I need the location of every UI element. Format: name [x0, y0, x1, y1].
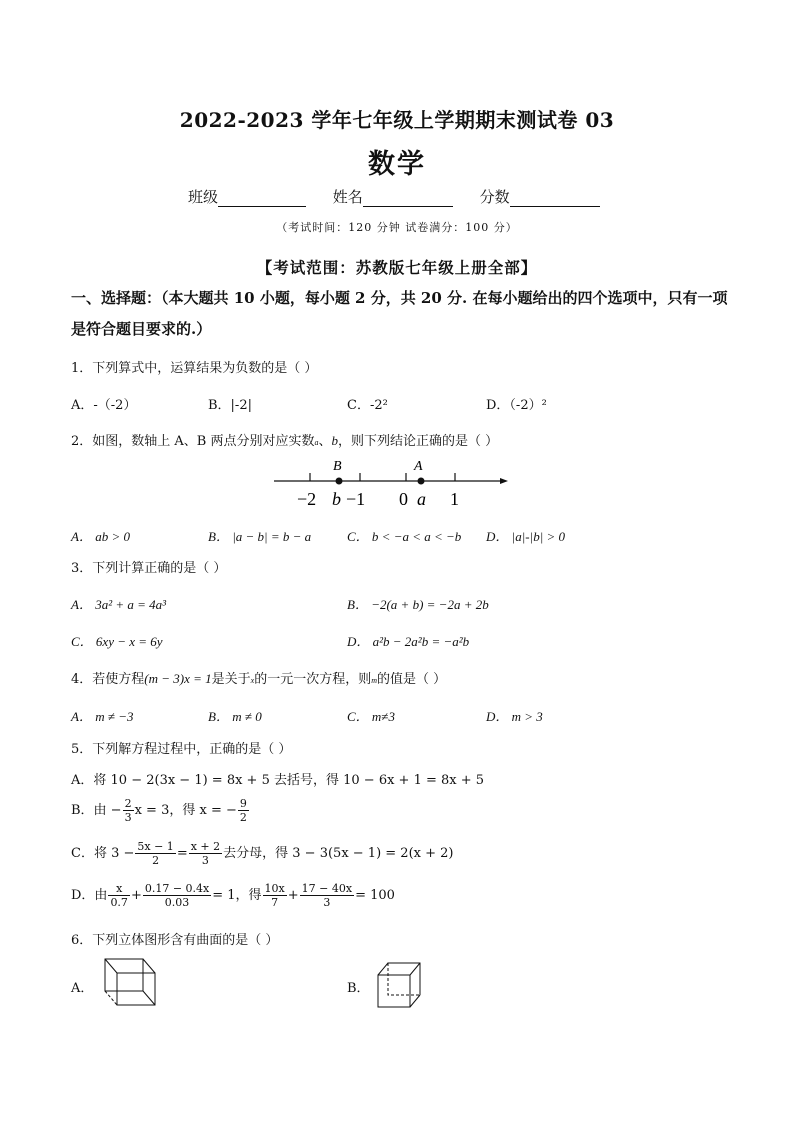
q4-equation: (m − 3)x = 1	[144, 671, 212, 686]
q5d-num-3: 10x	[264, 882, 285, 895]
axis-label-b: b	[332, 489, 341, 509]
q5b-den-1: 3	[124, 811, 132, 824]
q5d-den-3: 7	[271, 896, 279, 909]
cube-b-front-face	[378, 975, 410, 1007]
q5b-num-1: 2	[124, 797, 132, 810]
q2-option-a: A． ab > 0	[71, 529, 130, 544]
q5c-fraction-2	[189, 840, 222, 867]
exam-scope: 【考试范围：苏教版七年级上册全部】	[256, 258, 538, 277]
q5b-fraction-1	[123, 797, 134, 824]
question-1-stem: 1．下列算式中，运算结果为负数的是（ ）	[71, 361, 318, 376]
score-field-blank	[510, 192, 600, 207]
q1-option-b: B．|-2|	[208, 398, 252, 413]
q5c-before: C．将 3 −	[71, 846, 135, 861]
q5d-plus: +	[130, 888, 142, 903]
q5b-num-2: 9	[239, 797, 247, 810]
question-3-stem: 3．下列计算正确的是（ ）	[71, 561, 227, 576]
point-b-label: B	[333, 459, 342, 474]
q6-option-b-cube-figure	[376, 961, 424, 1009]
q6-option-a-cube-figure	[103, 957, 159, 1009]
name-field	[333, 186, 453, 207]
cube-b-back-face	[388, 963, 420, 995]
axis-label-a: a	[417, 489, 426, 509]
q2-stem-before: 2．如图，数轴上 A、B 两点分别对应实数	[71, 434, 315, 449]
q5-option-c	[71, 840, 453, 867]
q5b-den-2: 2	[239, 811, 247, 824]
q2-option-b: B． |a − b| = b − a	[208, 529, 312, 544]
q4-option-b: B． m ≠ 0	[208, 709, 262, 724]
axis-label-0: 0	[399, 489, 408, 509]
q5-option-a: A．将 10 − 2(3x − 1) = 8x + 5 去括号，得 10 − 6x + 1 = 8x + 5	[71, 773, 485, 788]
name-field-label: 姓名	[332, 188, 363, 206]
axis-label-1: 1	[450, 489, 459, 509]
q5c-eq: =	[176, 846, 188, 861]
q4-stem-after: 的值是（ ）	[377, 672, 447, 687]
q4-option-a: A． m ≠ −3	[71, 709, 134, 724]
score-field	[480, 186, 600, 207]
question-2-stem	[71, 430, 498, 449]
q5c-num-2: x + 2	[190, 840, 221, 853]
q3-option-a: A． 3a² + a = 4a³	[71, 597, 167, 612]
class-field	[188, 186, 306, 207]
class-field-label: 班级	[188, 188, 219, 206]
q5d-den-2: 0.03	[164, 896, 190, 909]
class-field-blank	[218, 192, 306, 207]
q5c-fraction-1	[135, 840, 175, 867]
q4-option-c: C． m≠3	[347, 709, 395, 724]
q5d-after: = 100	[355, 888, 395, 903]
q3-option-c: C． 6xy − x = 6y	[71, 634, 163, 649]
q5d-fraction-3	[263, 882, 287, 909]
q2-option-d: D． |a|-|b| > 0	[486, 529, 566, 544]
question-6-stem: 6．下列立体图形含有曲面的是（ ）	[71, 933, 279, 948]
question-5-stem: 5．下列解方程过程中，正确的是（ ）	[71, 742, 292, 757]
score-field-label: 分数	[479, 188, 510, 206]
axis-label-neg1: −1	[346, 489, 366, 509]
number-line-figure	[268, 455, 514, 513]
subject-title: 数学	[368, 149, 426, 180]
exam-info: （考试时间：120 分钟 试卷满分：100 分）	[276, 221, 518, 234]
q5d-num-2: 0.17 − 0.4x	[144, 882, 210, 895]
cube-a-back-face	[105, 959, 143, 991]
exam-title: 2022-2023 学年七年级上学期期末测试卷 03	[179, 108, 615, 132]
q5d-fraction-2	[143, 882, 211, 909]
point-b-dot	[336, 478, 343, 485]
q5d-den-1: 0.7	[110, 896, 128, 909]
q5d-fraction-1	[108, 882, 130, 909]
q5d-mid: = 1，得	[212, 888, 262, 903]
q2-stem-after: ，则下列结论正确的是（ ）	[338, 434, 499, 449]
q2-option-c: C． b < −a < a < −b	[347, 529, 462, 544]
section-heading: 一、选择题：（本大题共 10 小题，每小题 2 分，共 20 分. 在每小题给出的四个选项中，只有一项是符合题目要求的.）	[71, 289, 728, 338]
q1-option-c: C．-2²	[347, 398, 388, 413]
axis-label-neg2: −2	[297, 489, 317, 509]
q5-option-b	[71, 797, 250, 824]
q5d-num-1: x	[108, 882, 130, 896]
name-field-blank	[363, 192, 453, 207]
q1-option-d: D．（-2）²	[486, 398, 547, 413]
point-a-label: A	[414, 459, 423, 474]
q4-var-m: m	[371, 676, 378, 685]
q5d-before: D．由	[71, 888, 108, 903]
q6-option-a-label: A．	[71, 981, 94, 996]
q5d-fraction-4	[300, 882, 354, 909]
q2-var-a: a	[314, 438, 319, 447]
q3-option-d: D． a²b − 2a²b = −a²b	[347, 634, 470, 649]
number-line-arrow	[500, 478, 508, 484]
q5b-fraction-2	[238, 797, 249, 824]
q4-option-d: D． m > 3	[486, 709, 543, 724]
q6-option-b-label: B．	[347, 981, 370, 996]
q5b-before: B．由 −	[71, 803, 122, 818]
q4-stem-mid1: 是关于	[211, 672, 251, 687]
student-info-fields	[188, 186, 622, 207]
q5c-after: 去分母，得 3 − 3(5x − 1) = 2(x + 2)	[223, 846, 454, 861]
point-a-dot	[418, 478, 425, 485]
q1-option-a: A．-（-2）	[71, 398, 137, 413]
q3-option-b: B． −2(a + b) = −2a + 2b	[347, 597, 489, 612]
q5c-den-2: 3	[201, 854, 209, 867]
q2-var-b: b	[331, 433, 338, 448]
q4-stem-before: 4．若使方程	[71, 672, 145, 687]
q5d-den-4: 3	[323, 896, 331, 909]
q4-stem-mid2: 的一元一次方程，则	[254, 672, 372, 687]
q5d-plus-2: +	[287, 888, 299, 903]
q5b-mid: x = 3，得 x = −	[134, 803, 237, 818]
q2-sep: 、	[318, 434, 332, 449]
question-4-stem	[71, 668, 446, 687]
q4-var-x: x	[250, 676, 255, 685]
q5c-den-1: 2	[152, 854, 160, 867]
q5d-num-4: 17 − 40x	[301, 882, 353, 895]
q5c-num-1: 5x − 1	[137, 840, 174, 853]
cube-a-front-face	[117, 973, 155, 1005]
q5-option-d	[71, 882, 395, 909]
